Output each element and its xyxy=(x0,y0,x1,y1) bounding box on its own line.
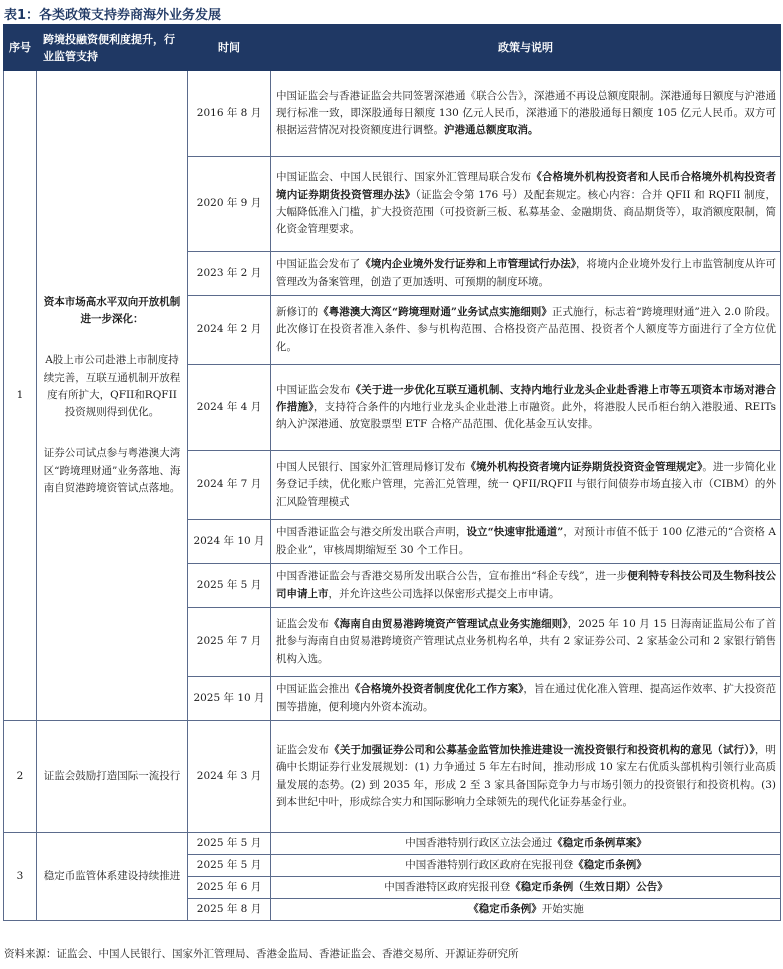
row-time: 2025 年 7 月 xyxy=(188,608,271,677)
row-time: 2024 年 3 月 xyxy=(188,721,271,833)
row-time: 2025 年 5 月 xyxy=(188,833,271,855)
table-row xyxy=(4,833,781,855)
category-text: A股上市公司赴港上市制度持续完善，互联互通机制开放程度有所扩大，QFII和RQFII投资规则得到优化。 xyxy=(43,354,181,419)
row-time: 2025 年 10 月 xyxy=(188,677,271,721)
header-time: 时间 xyxy=(188,25,271,71)
table-row xyxy=(4,721,781,833)
row-desc: 中国香港特区政府宪报刊登《稳定币条例（生效日期）公告》 xyxy=(271,877,781,899)
row-desc: 证监会发布《关于加强证券公司和公募基金监管加快推进建设一流投资银行和投资机构的意见（试行）》，明确中长期证券行业发展规划：(1) 力争通过 5 年左右时间，推动形成 10 家左右优质头部机构引领行业高质量发展的态势。(2) 到 2035 年，形成 2 至 3 家具备国际竞争力与市场引领力的投资银行和投资机构。(3) 到本世纪中叶，形成综合实力和国际影响力全球领先的现代化证券基金行业。 xyxy=(271,721,781,833)
group-num: 2 xyxy=(4,721,37,833)
row-desc: 新修订的《粤港澳大湾区“跨境理财通”业务试点实施细则》正式施行，标志着“跨境理财通”进入 2.0 阶段。此次修订在投资者准入条件、参与机构范围、合格投资产品范围、投资者个人额度等方面进行了全方位优化。 xyxy=(271,296,781,365)
policy-table xyxy=(3,24,781,921)
row-time: 2020 年 9 月 xyxy=(188,157,271,252)
group-num: 1 xyxy=(4,71,37,721)
row-time: 2025 年 6 月 xyxy=(188,877,271,899)
header-policy: 政策与说明 xyxy=(271,25,781,71)
row-desc: 中国人民银行、国家外汇管理局修订发布《境外机构投资者境内证券期货投资资金管理规定》。进一步简化业务登记手续，优化账户管理，完善汇兑管理，统一 QFII/RQFII 与银行间债券市场直接入市（CIBM）的外汇风险管理模式 xyxy=(271,451,781,520)
row-time: 2025 年 8 月 xyxy=(188,899,271,921)
row-desc: 中国香港特别行政区政府在宪报刊登《稳定币条例》 xyxy=(271,855,781,877)
row-desc: 中国证监会、中国人民银行、国家外汇管理局联合发布《合格境外机构投资者和人民币合格境外机构投资者境内证券期货投资管理办法》（证监会令第 176 号）及配套规定。核心内容：合并 QFII 和 RQFII 制度，大幅降低准入门槛，扩大投资范围（可投资新三板、私募基金、金融期货、商品期货等），取消额度限制，简化资金管理要求。 xyxy=(271,157,781,252)
group-num: 3 xyxy=(4,833,37,921)
row-time: 2025 年 5 月 xyxy=(188,855,271,877)
row-desc: 中国证监会推出《合格境外投资者制度优化工作方案》，旨在通过优化准入管理、提高运作效率、扩大投资范围等措施，便利境内外资本流动。 xyxy=(271,677,781,721)
row-desc: 中国证监会发布《关于进一步优化互联互通机制、支持内地行业龙头企业赴香港上市等五项资本市场对港合作措施》，支持符合条件的内地行业龙头企业赴港上市融资。此外，将港股人民币柜台纳入港股通、REITs 纳入沪深港通、放宽股票型 ETF 合格产品范围、优化基金互认安排。 xyxy=(271,365,781,451)
row-desc: 中国证监会发布了《境内企业境外发行证券和上市管理试行办法》，将境内企业境外发行上市监管制度从许可管理改为备案管理，创造了更加透明、可预期的制度环境。 xyxy=(271,252,781,296)
table-title: 表1：各类政策支持券商海外业务发展 xyxy=(4,8,222,23)
row-time: 2016 年 8 月 xyxy=(188,71,271,157)
group-category xyxy=(37,71,188,721)
row-desc: 中国香港特别行政区立法会通过《稳定币条例草案》 xyxy=(271,833,781,855)
row-desc: 证监会发布《海南自由贸易港跨境资产管理试点业务实施细则》，2025 年 10 月 15 日海南证监局公布了首批参与海南自由贸易港跨境资产管理试点业务机构名单，共有 2 家证券公司、2 家基金公司和 2 家银行销售机构入选。 xyxy=(271,608,781,677)
row-desc: 中国香港证监会与港交所发出联合声明，设立“快速审批通道”，对预计市值不低于 100 亿港元的“合资格 A 股企业”，审核周期缩短至 30 个工作日。 xyxy=(271,520,781,564)
row-time: 2025 年 5 月 xyxy=(188,564,271,608)
row-desc: 《稳定币条例》开始实施 xyxy=(271,899,781,921)
row-time: 2024 年 7 月 xyxy=(188,451,271,520)
row-time: 2024 年 4 月 xyxy=(188,365,271,451)
header-num: 序号 xyxy=(4,25,37,71)
row-desc: 中国证监会与香港证监会共同签署深港通《联合公告》，深港通不再设总额度限制。深港通每日额度与沪港通现行标准一致，即深股通每日额度 130 亿元人民币，深港通下的港股通每日额度 105 亿元人民币。双方可根据运营情况对投资额度进行调整。沪港通总额度取消。 xyxy=(271,71,781,157)
category-heading: 资本市场高水平双向开放机制进一步深化： xyxy=(43,295,181,325)
group-category: 证监会鼓励打造国际一流投行 xyxy=(37,721,188,833)
header-category: 跨境投融资便利度提升，行业监管支持 xyxy=(37,25,188,71)
table-header-row xyxy=(4,25,781,71)
row-time: 2024 年 10 月 xyxy=(188,520,271,564)
group-category: 稳定币监管体系建设持续推进 xyxy=(37,833,188,921)
row-desc: 中国香港证监会与香港交易所发出联合公告，宣布推出“科企专线”，进一步便利特专科技公司及生物科技公司申请上市，并允许这些公司选择以保密形式提交上市申请。 xyxy=(271,564,781,608)
row-time: 2024 年 2 月 xyxy=(188,296,271,365)
category-text: 证券公司试点参与粤港澳大湾区“跨境理财通”业务落地、海南自贸港跨境资管试点落地。 xyxy=(43,447,181,495)
table-row xyxy=(4,71,781,157)
source-note: 资料来源：证监会、中国人民银行、国家外汇管理局、香港金监局、香港证监会、香港交易所、开源证券研究所 xyxy=(4,948,519,960)
row-time: 2023 年 2 月 xyxy=(188,252,271,296)
